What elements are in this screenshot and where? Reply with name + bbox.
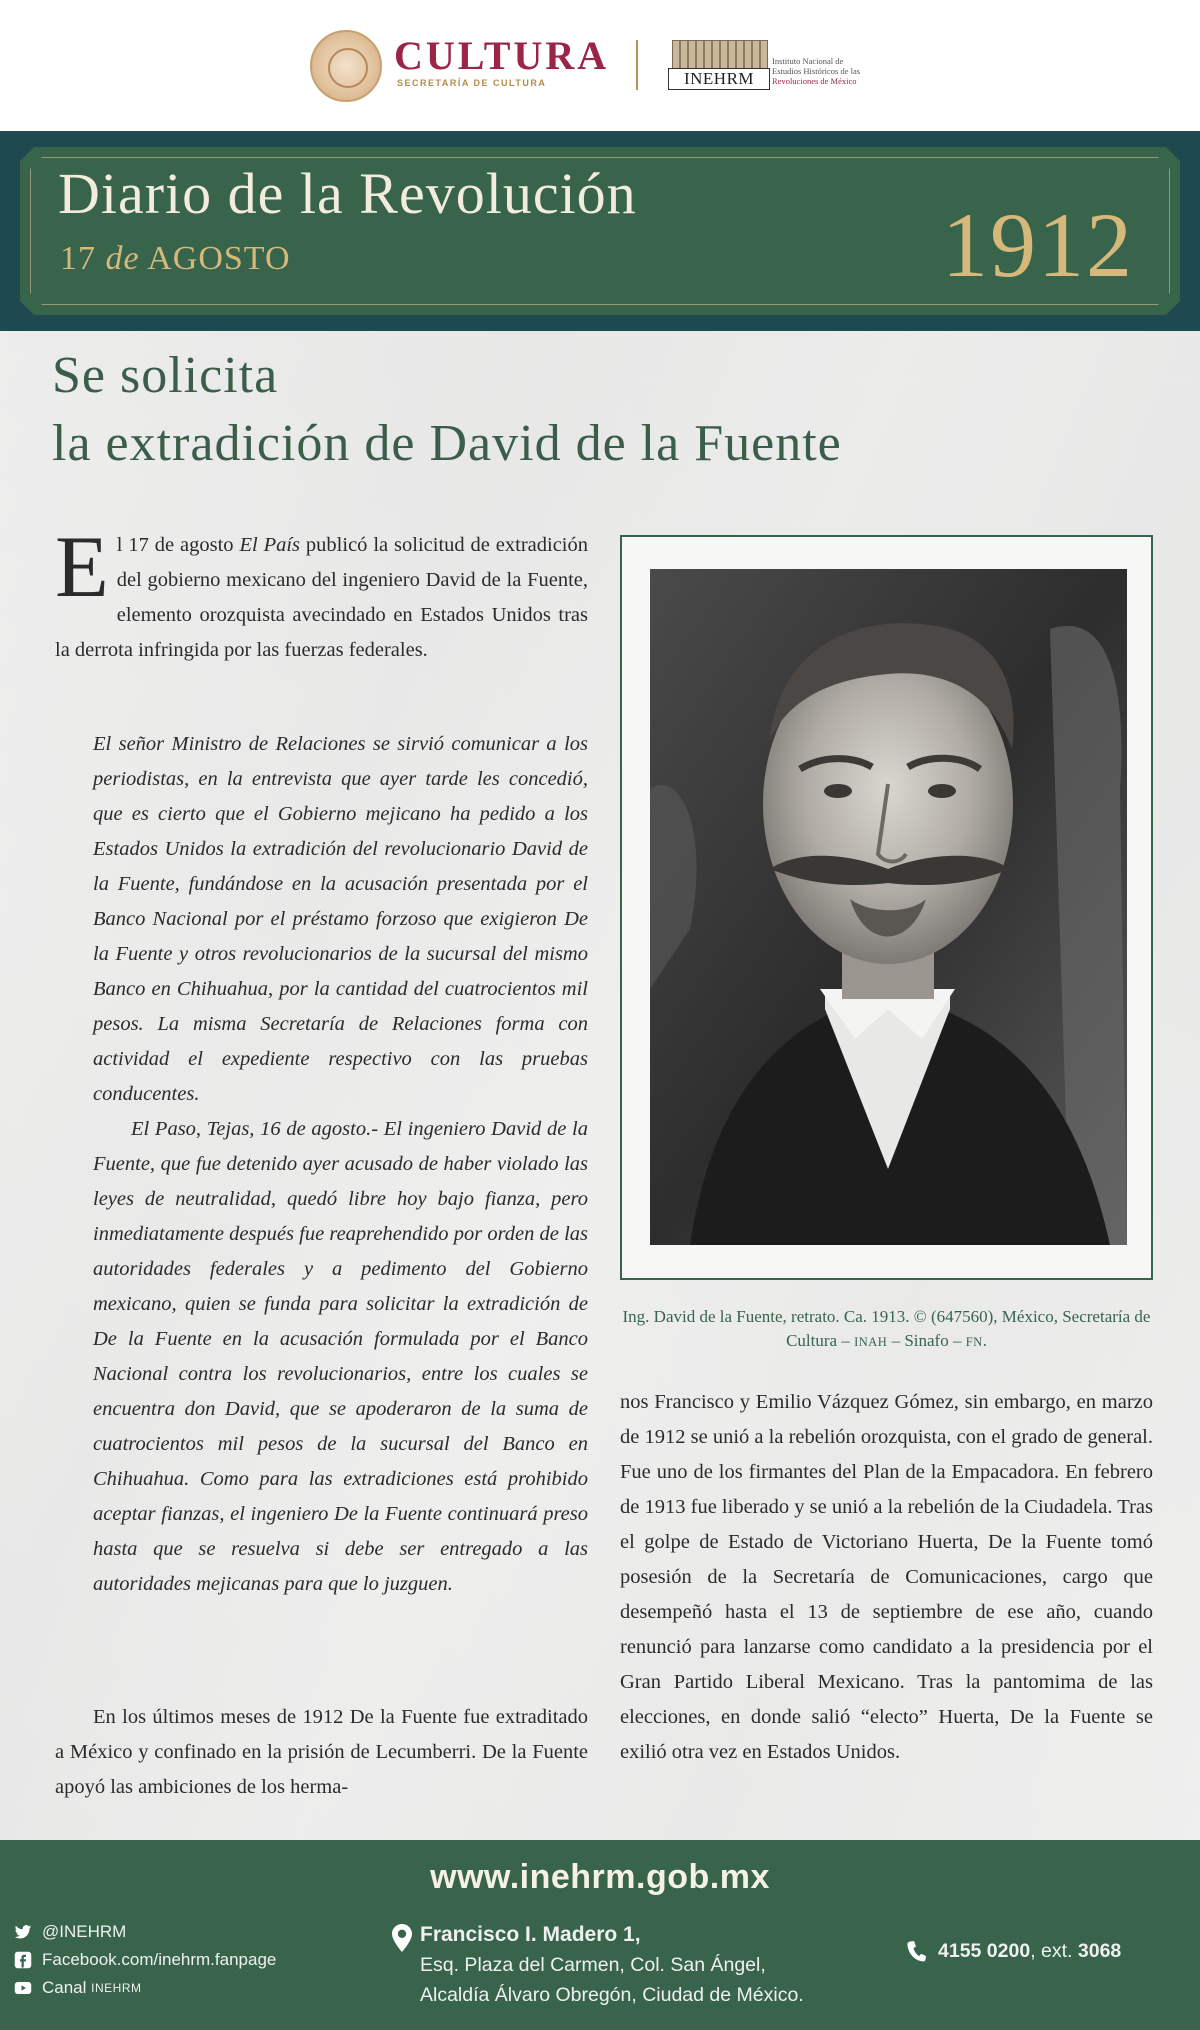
website-link[interactable]: www.inehrm.gob.mx [430,1858,770,1896]
intro-text-b: publicó la solicitud de extradición del gobierno mexicano del ingeniero David de la Fuente, elemento orozquista avecindado en Estados Unidos tras la derrota infringida por las fuerzas federales. [55,534,588,661]
issue-day: 17 [60,240,96,277]
logo-divider [636,40,638,90]
issue-year: 1912 [942,194,1134,296]
cultura-logo-subtitle: SECRETARÍA DE CULTURA [397,78,547,88]
body-paragraph-right: nos Francisco y Emilio Vázquez Gómez, sin embargo, en marzo de 1912 se unió a la rebelión orozquista, con el grado de general. Fue uno de los firmantes del Plan de la Empacadora. En febrero de 1913 fue liberado y se unió a la rebelión de la Ciudadela. Tras el golpe de Estado de Victoriano Huerta, De la Fuente tomó posesión de la Secretaría de Comunicaciones, cargo que desempeñó hasta el 13 de septiembre de ese año, cuando renunció para lanzarse como candidato a la presidencia por el Gran Partido Liberal Mexicano. Tras la pantomima de las elecciones, en donde salió “electo” Huerta, De la Fuente se exilió otra vez en Estados Unidos. [620,1391,1153,1763]
logo-bar [0,0,1200,131]
caption-text-mid: – Sinafo – [887,1331,966,1350]
twitter-icon [14,1923,32,1941]
facebook-link[interactable] [14,1946,276,1974]
twitter-handle: @INEHRM [42,1922,127,1941]
facebook-icon [14,1951,32,1969]
caption-text-end: . [982,1331,987,1350]
address-neighborhood: Esq. Plaza del Carmen, Col. San Ángel, [420,1954,766,1976]
drop-cap: E [55,519,109,616]
newspaper-name: El País [239,534,301,556]
portrait-illustration [650,569,1127,1245]
facebook-page: Facebook.com/inehrm.fanpage [42,1950,277,1969]
portrait-photo [650,569,1127,1245]
quote-paragraph-1: El señor Ministro de Relaciones se sirvió comunicar a los periodistas, en la entrevista que ayer tarde les concedió, que es cierto que el Gobierno mejicano ha pedido a los Estados Unidos la extradición del revolucionario David de la Fuente, fundándose en la acusación presentada por el Banco Nacional por el préstamo forzoso que exigieron De la Fuente y otros revolucionarios de la sucursal del mismo Banco en Chihuahua, por la cantidad del cuatrocientos mil pesos. La misma Secretaría de Relaciones forma con actividad el expediente respectivo con las pruebas conducentes. [93,733,588,1105]
footer [0,1840,1200,2030]
phone-icon [906,1940,926,1964]
youtube-channel-name: INEHRM [91,1981,142,1995]
phone-ext-label: , ext. [1030,1940,1078,1962]
location-pin-icon [392,1924,412,1952]
intro-text-a: l 17 de agosto [116,534,240,556]
inehrm-logo-text: INEHRM [668,68,770,90]
inehrm-name-line: Instituto Nacional de [772,56,844,66]
intro-paragraph [55,519,588,668]
caption-fn: FN [965,1335,983,1349]
youtube-channel-prefix: Canal [42,1978,87,1997]
issue-date-de: de [105,240,140,277]
article-headline [52,342,1152,478]
series-title: Diario de la Revolución [58,161,637,226]
cultura-logo-text: CULTURA [394,33,610,78]
seal-icon [310,30,382,102]
issue-date [60,240,291,278]
phone-number [938,1940,1121,1963]
youtube-icon [14,1979,32,1997]
issue-month: AGOSTO [147,240,291,277]
inehrm-name-line: Estudios Históricos de las [772,66,861,76]
block-quote [93,727,588,1602]
phone-ext-number: 3068 [1077,1940,1122,1962]
phone-main: 4155 0200 [938,1940,1031,1962]
youtube-link[interactable] [14,1974,276,2002]
caption-text: Ing. David de la Fuente, retrato. Ca. 1913. © (647560), México, Secretaría de Cultura – [622,1307,1151,1350]
inehrm-name-line: Revoluciones de México [772,76,857,86]
quote-paragraph-2: El Paso, Tejas, 16 de agosto.- El ingeniero David de la Fuente, que fue detenido ayer acusado de haber violado las leyes de neutralidad, quedó libre hoy bajo fianza, pero inmediatamente después fue reaprehendido por orden de las autoridades federales y a pedimento del Gobierno mexicano, quien se funda para solicitar la extradición de De la Fuente en la acusación formulada por el Banco Nacional contra los revolucionarios, entre los cuales se encuentra don David, que se apoderaron de la suma de cuatrocientos mil pesos de la sucursal del Banco en Chihuahua. Como para las extradiciones está prohibido aceptar fianzas, el ingeniero De la Fuente continuará preso hasta que se resuelva si debe ser entregado a las autoridades mejicanas para que lo juzguen. [93,1118,588,1595]
address-street: Francisco I. Madero 1, [420,1923,641,1946]
headline-line-2: la extradición de David de la Fuente [52,415,842,472]
caption-inah: INAH [854,1335,888,1349]
inehrm-building-icon [672,40,768,70]
address-city: Alcaldía Álvaro Obregón, Ciudad de México. [420,1984,804,2006]
address-lines [420,1920,900,2010]
body-paragraph-left: En los últimos meses de 1912 De la Fuente fue extraditado a México y confinado en la prisión de Lecumberri. De la Fuente apoyó las ambiciones de los herma- [55,1706,588,1798]
twitter-link[interactable] [14,1918,276,1946]
social-links [14,1918,276,2002]
headline-line-1: Se solicita [52,347,279,404]
inehrm-full-name [772,56,892,86]
portrait-frame [620,535,1153,1280]
photo-caption [620,1305,1153,1354]
